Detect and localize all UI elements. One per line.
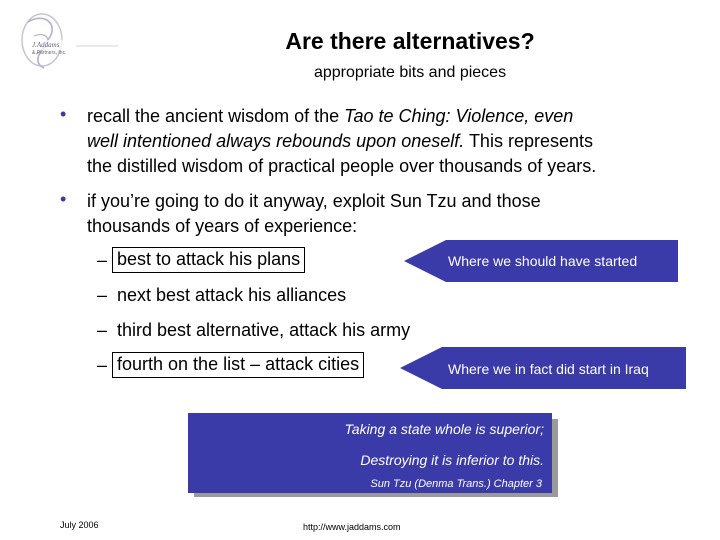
callout-label: Where we in fact did start in Iraq xyxy=(448,361,649,377)
page-subtitle: appropriate bits and pieces xyxy=(313,64,507,81)
jaddams-logo-icon xyxy=(14,10,122,72)
bullet-1-line-2a: well intentioned always rebounds upon oneself. xyxy=(87,131,465,151)
bullet-2-line-1: if you’re going to do it anyway, exploit Sun Tzu and those xyxy=(87,191,541,211)
bullet-1-line-3: the distilled wisdom of practical people over thousands of years. xyxy=(87,156,597,176)
quote-line-1: Taking a state whole is superior; xyxy=(344,421,544,437)
svg-text:J.Addams: J.Addams xyxy=(32,41,60,49)
svg-text:& Partners, Inc.: & Partners, Inc. xyxy=(32,50,67,56)
footer-url: http://www.jaddams.com xyxy=(303,522,401,532)
callout-arrow-should-have-started xyxy=(404,240,678,282)
footer-date: July 2006 xyxy=(60,520,99,530)
sub-item-best-attack-plans: best to attack his plans xyxy=(112,247,305,273)
page-title: Are there alternatives? xyxy=(285,28,535,54)
sub-item-dash: – xyxy=(97,250,108,270)
bullet-1-text xyxy=(87,104,707,179)
sub-item-dash: – xyxy=(97,285,108,305)
quote-source: Sun Tzu (Denma Trans.) Chapter 3 xyxy=(370,478,542,490)
quote-line-2: Destroying it is inferior to this. xyxy=(360,452,544,468)
bullet-1-line-2b: This represents xyxy=(464,131,593,151)
sub-item-dash: – xyxy=(97,355,108,375)
callout-arrow-did-start-iraq xyxy=(400,347,686,389)
bullet-1-line-1b: Tao te Ching: Violence, even xyxy=(344,106,574,126)
bullet-2-text xyxy=(87,189,707,239)
sub-item-fourth-attack-cities: fourth on the list – attack cities xyxy=(112,352,364,378)
sub-item-third-best-army: third best alternative, attack his army xyxy=(117,320,411,340)
bullet-marker: • xyxy=(60,189,67,209)
sub-item-next-best-alliances: next best attack his alliances xyxy=(117,285,347,305)
bullet-2-line-2: thousands of years of experience: xyxy=(87,216,358,236)
sub-item-dash: – xyxy=(97,320,108,340)
bullet-1-line-1a: recall the ancient wisdom of the xyxy=(87,106,345,126)
quote-box xyxy=(188,413,552,493)
bullet-marker: • xyxy=(60,104,67,124)
callout-label: Where we should have started xyxy=(448,253,638,269)
